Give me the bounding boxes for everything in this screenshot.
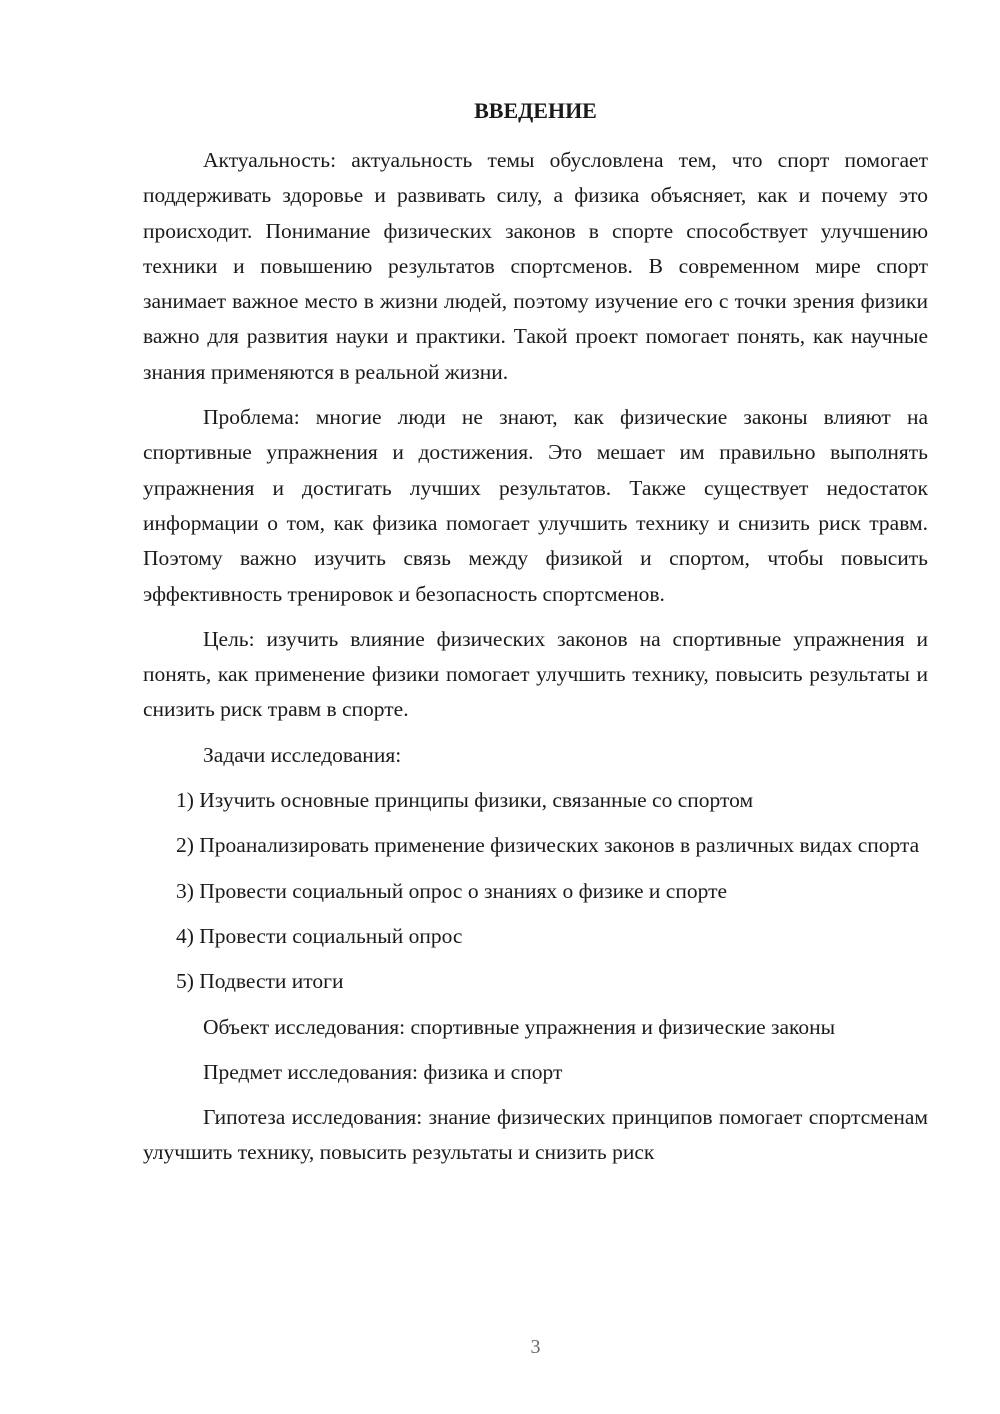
document-body <box>143 143 928 1181</box>
task-item-5: 5) Подвести итоги <box>176 969 344 994</box>
page-number: 3 <box>530 1336 541 1358</box>
paragraph-goal: Цель: изучить влияние физических законов на спортивные упражнения и понять, как применение физики помогает улучшить технику, повысить результаты и снизить риск травм в спорте. <box>143 626 928 722</box>
section-title: ВВЕДЕНИЕ <box>474 98 597 123</box>
paragraph-subject: Предмет исследования: физика и спорт <box>203 1059 563 1084</box>
task-item-2: 2) Проанализировать применение физических законов в различных видах спорта <box>176 833 920 858</box>
paragraph-problem: Проблема: многие люди не знают, как физические законы влияют на спортивные упражнения и достижения. Это мешает им правильно выполнять упражнения и достигать лучших результатов. Также существует недостаток информации о том, как физика помогает улучшить технику и снизить риск травм. Поэтому важно изучить связь между физикой и спортом, чтобы повысить эффективность тренировок и безопасность спортсменов. <box>143 405 928 606</box>
paragraph-object: Объект исследования: спортивные упражнения и физические законы <box>203 1014 836 1039</box>
document-page <box>143 0 928 1414</box>
paragraph-hypothesis: Гипотеза исследования: знание физических принципов помогает спортсменам улучшить технику, повысить результаты и снизить риск <box>143 1105 928 1165</box>
task-item-1: 1) Изучить основные принципы физики, связанные со спортом <box>176 788 754 813</box>
task-item-4: 4) Провести социальный опрос <box>176 923 463 948</box>
paragraph-relevance: Актуальность: актуальность темы обусловлена тем, что спорт помогает поддерживать здоровье и развивать силу, а физика объясняет, как и почему это происходит. Понимание физических законов в спорте способствует улучшению техники и повышению результатов спортсменов. В современном мире спорт занимает важное место в жизни людей, поэтому изучение его с точки зрения физики важно для развития науки и практики. Такой проект помогает понять, как научные знания применяются в реальной жизни. <box>143 148 928 384</box>
paragraph-tasks-heading: Задачи исследования: <box>203 742 402 767</box>
task-item-3: 3) Провести социальный опрос о знаниях о физике и спорте <box>176 878 728 903</box>
